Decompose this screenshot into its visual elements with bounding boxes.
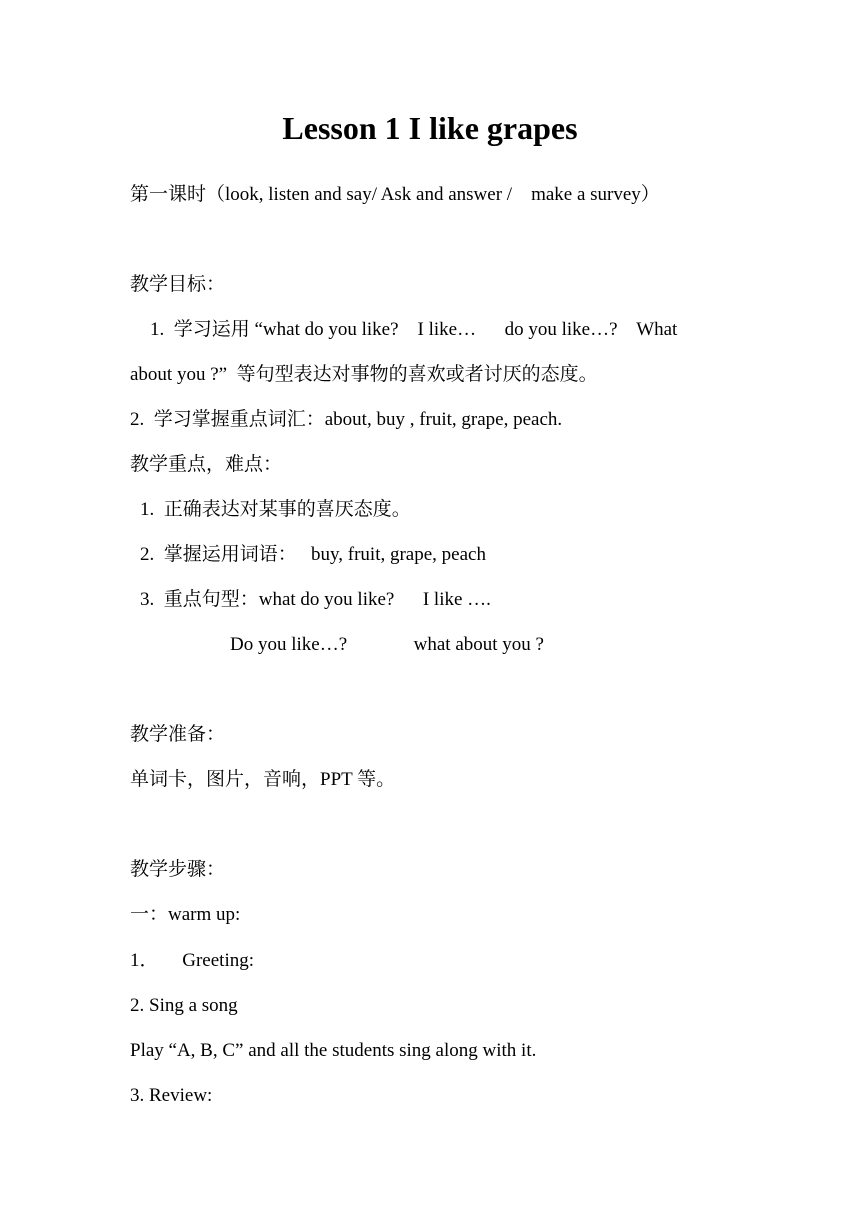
step-1-line: 1． Greeting: (130, 950, 255, 971)
step-2-line: 2. Sing a song (130, 995, 238, 1016)
key-points-heading: 教学重点，难点： (130, 454, 283, 475)
objective-1-line: 1. 学习运用 “what do you like? I like… do you like…? What (150, 319, 678, 340)
teaching-objectives-heading: 教学目标： (130, 274, 226, 295)
key-point-3-continued-line: Do you like…? what about you ? (230, 634, 544, 655)
step-3-line: 3. Review: (130, 1085, 213, 1106)
step-2-detail-line: Play “A, B, C” and all the students sing along with it. (130, 1040, 537, 1061)
key-point-3-line: 3. 重点句型：what do you like? I like …. (140, 589, 491, 610)
objective-1-continued-line: about you ?” 等句型表达对事物的喜欢或者讨厌的态度。 (130, 364, 598, 385)
teaching-steps-heading: 教学步骤： (130, 859, 226, 880)
warm-up-heading: 一：warm up: (130, 904, 241, 925)
document-title: Lesson 1 I like grapes (282, 110, 578, 146)
key-point-1-line: 1. 正确表达对某事的喜厌态度。 (140, 499, 411, 520)
key-point-2-line: 2. 掌握运用词语： buy, fruit, grape, peach (140, 544, 486, 565)
lesson-period-line: 第一课时（look, listen and say/ Ask and answer / make a survey） (130, 184, 660, 205)
teaching-preparation-heading: 教学准备： (130, 724, 226, 745)
teaching-preparation-line: 单词卡，图片，音响，PPT 等。 (130, 769, 396, 790)
objective-2-line: 2. 学习掌握重点词汇：about, buy , fruit, grape, peach. (130, 409, 563, 430)
